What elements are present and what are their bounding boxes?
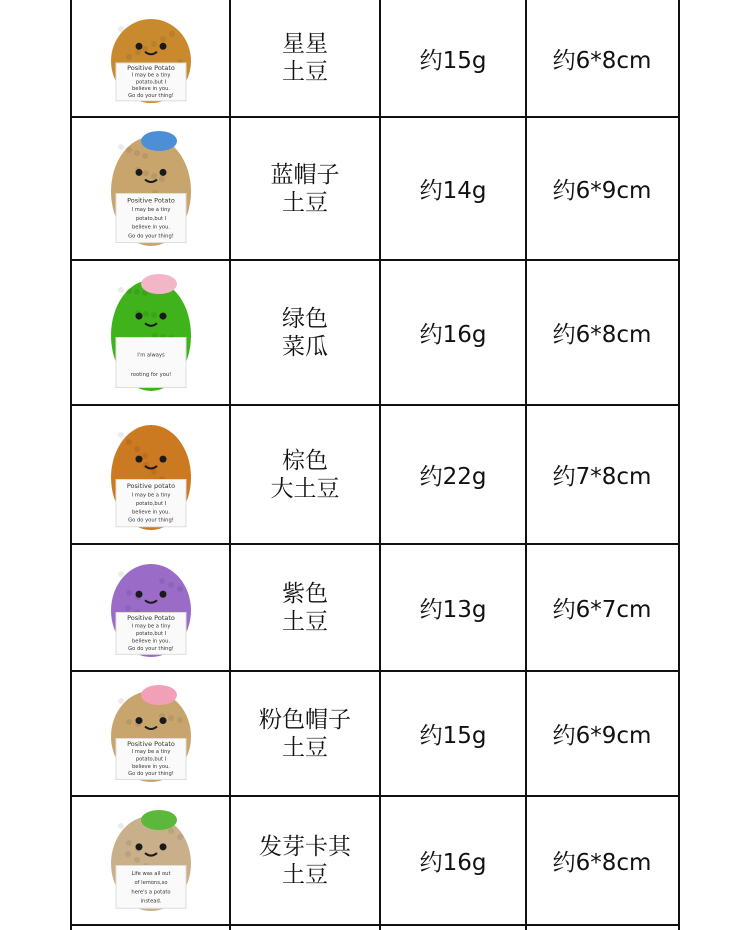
product-name-line: 土豆 [282,189,328,216]
potato-eye [136,843,143,850]
product-size-cell: 约6*7cm [552,597,652,623]
card-text: believe in you. [131,638,171,645]
crochet-potato-photo [96,413,206,536]
card-text: I may be a tiny [131,492,171,499]
product-weight-cell: 约15g [419,723,487,749]
table-row [70,261,680,404]
potato-eye [160,313,167,320]
product-weight-cell: 约16g [419,322,487,348]
product-image-cell [72,797,230,924]
product-name-line: 粉色帽子 [259,706,351,733]
card-text: of lemons,so [134,880,168,887]
crochet-potato-photo [96,804,206,917]
row-divider [70,924,680,926]
potato-eye [160,591,167,598]
product-size-cell: 约6*8cm [552,47,652,74]
potato-eye [160,456,167,463]
product-name-line: 土豆 [282,59,328,85]
product-name-cell [230,672,380,795]
product-name-line: 大土豆 [270,475,340,502]
crochet-potato-photo [96,552,206,663]
card-text: Positive Potato [127,739,175,748]
card-text: Go do your thing! [128,771,174,778]
product-name-line: 紫色 [282,580,328,607]
card-text: I may be a tiny [131,623,171,630]
product-name-line: 星星 [282,31,328,57]
product-weight-cell: 约13g [419,597,487,623]
card-text: Go do your thing! [128,517,174,524]
table-row [70,118,680,259]
crochet-potato-photo [96,125,206,252]
product-weight-cell: 约22g [419,464,487,490]
product-name-cell [230,0,380,116]
potato-hat [141,131,177,151]
potato-eye [160,717,167,724]
card-text: Positive Potato [127,63,175,72]
card-text: potato,but I [135,79,167,86]
card-text: believe in you. [131,224,171,231]
card-text: instead. [140,898,162,905]
product-name-cell [230,118,380,259]
crochet-potato-photo [96,268,206,397]
card-text: Positive Potato [127,196,175,205]
product-name-cell [230,261,380,404]
card-text: believe in you. [131,509,171,516]
product-image-cell [72,261,230,404]
potato-eye [136,313,143,320]
card-text: I may be a tiny [131,749,171,756]
table-row [70,545,680,670]
card-text: potato,but I [135,215,167,222]
table-row [70,0,680,116]
potato-eye [136,591,143,598]
product-image-cell [72,672,230,795]
product-name-line: 土豆 [282,734,328,761]
product-name-line: 土豆 [282,608,328,635]
card-text: Go do your thing! [128,233,174,240]
card-text: I may be a tiny [131,207,171,214]
card-text: I may be a tiny [131,72,171,79]
potato-eye [160,43,167,50]
potato-hat [141,685,177,705]
card-text: Life was all out [131,870,171,877]
product-image-cell [72,118,230,259]
potato-eye [160,843,167,850]
table-row [70,797,680,924]
card-text: potato,but I [135,756,167,763]
product-weight-cell: 约14g [419,178,487,204]
product-weight-cell: 约15g [419,47,487,74]
product-name-line: 发芽卡其 [259,833,351,860]
product-spec-table [70,0,680,930]
product-size-cell: 约6*8cm [552,322,652,348]
product-image-cell [72,406,230,543]
crochet-potato-photo [96,679,206,788]
potato-hat [141,810,177,830]
card-text: I'm always [137,352,165,359]
product-name-line: 棕色 [282,447,328,474]
card-text: believe in you. [131,763,171,770]
potato-hat [141,274,177,294]
affirmation-card [116,338,186,388]
product-image-cell [72,545,230,670]
product-weight-cell: 约16g [419,850,487,876]
product-size-cell: 约7*8cm [552,464,652,490]
potato-eye [136,43,143,50]
table-row [70,406,680,543]
card-text: Positive potato [126,481,176,490]
card-text: Go do your thing! [128,645,174,652]
product-name-cell [230,406,380,543]
product-name-cell [230,545,380,670]
product-size-cell: 约6*8cm [552,850,652,876]
potato-eye [136,717,143,724]
card-text: potato,but I [135,500,167,507]
product-name-line: 土豆 [282,861,328,888]
table-row [70,672,680,795]
product-size-cell: 约6*9cm [552,723,652,749]
product-image-cell [72,0,230,116]
product-name-line: 菜瓜 [282,333,328,360]
product-name-cell [230,797,380,924]
card-text: rooting for you! [130,371,172,378]
card-text: Go do your thing! [128,92,174,99]
potato-eye [160,169,167,176]
product-name-line: 绿色 [282,305,328,332]
potato-eye [136,456,143,463]
product-size-cell: 约6*9cm [552,178,652,204]
card-text: believe in you. [131,86,171,92]
product-name-line: 蓝帽子 [270,161,340,188]
card-text: here's a potato [131,889,171,896]
potato-eye [136,169,143,176]
card-text: Positive Potato [127,613,175,622]
crochet-potato-photo [96,7,206,109]
card-text: potato,but I [135,630,167,637]
